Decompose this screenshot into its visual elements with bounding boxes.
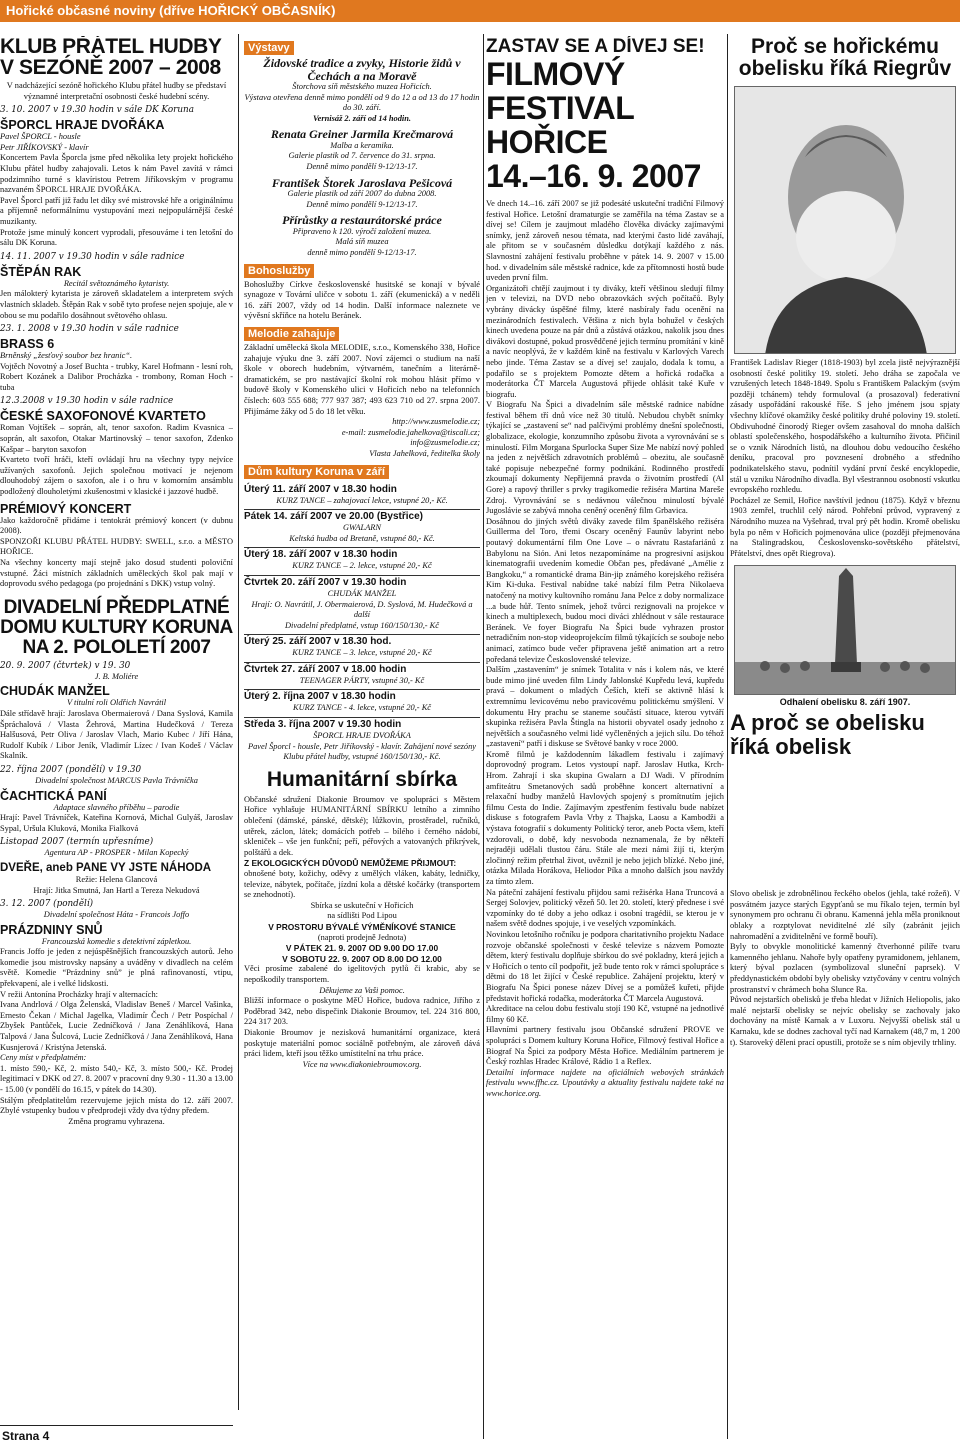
event-subtitle: Francouzská komedie s detektivní zápletkou.: [41, 936, 192, 946]
event-author: J. B. Moliére: [94, 671, 139, 681]
event-date: 23. 1. 2008 v 19.30 hodin v sále radnice: [0, 324, 179, 335]
event-text: SPONZOŘI KLUBU PŘÁTEL HUDBY: SWELL, s.r.o. a MĚSTO HOŘICE.: [0, 536, 233, 557]
column-divider: [727, 34, 728, 1439]
program-date: Pátek 14. září 2007 ve 20.00 (Bystřice): [244, 509, 480, 523]
event-subtitle: Brněnský „žesťový soubor bez hranic“.: [0, 351, 133, 361]
section-text: Základní umělecká škola MELODIE, s.r.o., Komenského 338, Hořice zahajuje výuku dne 3. září 2007. Noví zájemci o studium na naší škole v oborech hudebním, výtvarném, tanečním a literárně-dramatickém, se pro nastávající školní rok mohou hlásit přímo v budově školy v Komenského ulici v Hořicích nebo na telefonních číslech: 603 555 688; 777 937 387; 493 623 710 od 27. srpna 2007. Přijímáme žáky od 5 do 18 let věku.: [244, 343, 480, 416]
exhibition-text: Malá síň muzea: [335, 237, 389, 247]
portrait-image-icon: [735, 87, 956, 354]
event-subtitle: Divadelní společnost Háta - Francois Joffo: [43, 910, 190, 920]
program-text: Pavel Šporcl - housle, Petr Jiříkovský - klavír. Zahájení nové sezóny Klubu přátel hudby, vstupné 160/150/130,- Kč.: [247, 741, 477, 762]
event-title: ŠPORCL HRAJE DVOŘÁKA: [0, 118, 165, 133]
program-text: Hrají: O. Navrátil, J. Obermaierová, D. Syslová, M. Hudečková a další: [251, 599, 473, 620]
article-title: KLUB PŘÁTEL HUDBY V SEZÓNĚ 2007 – 2008: [0, 36, 222, 79]
article-intro: V nadcházející sezóně hořického Klubu přátel hudby se představí významné interpretační osobnosti české hudební scény.: [6, 81, 227, 101]
article-title: A proč se obelisku říká obelisk: [730, 710, 925, 760]
exhibition-text: Denně mimo pondělí 9-12/13-17.: [306, 199, 418, 209]
article-text: Detailní informace najdete na oficiálních webových stránkách festivalu www.ffhc.cz. Upoutávky a aktuality festivalu najdete také na www.horice.org.: [486, 1067, 724, 1098]
event-cast: Pavel ŠPORCL - housle: [0, 132, 81, 142]
exhibition-title: Přírůstky a restaurátorské práce: [282, 213, 442, 228]
event-title: ČACHTICKÁ PANÍ: [0, 788, 107, 803]
article-text: Občanské sdružení Diakonie Broumov ve spolupráci s Městem Hořice vyhlašuje HUMANITÁRNÍ SBÍRKU letního a zimního oblečení (dámské, pánské, dětské); lůžkovin, prostěradel, ručníků, utěrek, záclon, látek; domácích potřeb – bílého i černého nádobí, skleniček – vše jen funkční; peří, péřových a vatovaných přikrývek, polštářů a dek.: [244, 794, 480, 857]
article-text: Byly to obvykle monolitické kamenný čtverhonné pilíře tvaru kamenného jehlanu. Nahoře byly opatřeny pyramidonem, jehlanem, který býval pozlacen (symbolizoval sluneční paprsek). V předdynastickém období byly obelisky vztyčovány v centru volných prostranství v chrámech boha Slunce Ra.: [730, 942, 960, 994]
exhibition-title: Renata Greiner Jarmila Krečmarová: [270, 127, 454, 142]
exhibition-text: Vernisáž 2. září od 14 hodin.: [313, 113, 411, 123]
program-text: KURZ TANCE – 2. lekce, vstupné 20,- Kč: [292, 561, 432, 571]
event-text: Změna programu vyhrazena.: [68, 1116, 165, 1126]
event-text: 1. místo 590,- Kč, 2. místo 540,- Kč, 3. místo 500,- Kč. Prodej legitimací v DKK od 27. 8. 2007 v pracovní dny 9.30 - 11.30 a 13.00 - 15.00 (v pondělí do 16.15, v pátek do 14.30).: [0, 1063, 233, 1094]
section-label: Výstavy: [244, 41, 294, 55]
event-title: ŠTĚPÁN RAK: [0, 264, 82, 279]
portrait-caption: František Ladislav Rieger (1818-1903) byl zcela jistě nejvýraznější osobností české politiky 19. století. Jeho dráha se započala ve vzrušených letech 1848-1849. Spolu s Františkem Palackým (svým později tchánem) tehdy formuloval (a prosazoval) federativní zásady uspořádání rakouské říše. S jeho jménem jsou spjaty všechny klíčové okamžiky české politiky druhé poloviny 19. století. Obdivuhodné činorodý Rieger ovšem zasahoval do mnoha dalších oblastí společenského, hospodářského a kulturního života. Přičinil se o vznik Národních listů, na dlouhou dobu vedoucího českého deníku, pracoval pro povznesení drobného a středního podnikatelského stavu, podnítil vydání první české encyklopedie, stál u vzniku Národního divadla. Byl všestrannou osobností vskutku evropského rozhledu.: [730, 358, 960, 495]
article-text: Na páteční zahájení festivalu přijdou sami režisérka Hana Truncová a Sergej Solovjev, politický vězeň 50. let 20. století, který přednese i své vzpomínky do té doby a jeho odkaz i osobní tragédii, se kterou je v našem světě dodnes spojuje, i ve veselých vzpomínkách.: [486, 887, 724, 929]
festival-title-line2: FESTIVAL HOŘICE: [486, 90, 634, 160]
event-text: Pavel Šporcl patří již řadu let díky své mistrovské hře a originálnímu a příjemně neformálnímu vystupování mezi nejpopulárnější české muzikanty.: [0, 195, 233, 226]
program-date: Čtvrtek 27. září 2007 v 18.00 hodin: [244, 662, 480, 676]
article-text: Děkujeme za Vaši pomoc.: [319, 985, 405, 995]
article-title: Humanitární sbírka: [266, 767, 458, 791]
exhibition-text: Galerie plastik od 7. července do 31. srpna.: [288, 151, 436, 161]
article-text: (naproti prodejně Jednota): [317, 932, 407, 942]
portrait-photo: [734, 86, 956, 354]
portrait-caption: Pocházel ze Semil, Hořice navštívil jednou (1875). Když v březnu 1903 zemřel, truchlil celý národ. Pohřební průvod, vypravený z Národního muzea na Vyšehrad, trval prý pět hodin. Kromě obelisku byla po něm v Hořicích pojmenována ulice (později přejmenována na Stalingradskou, Československo-sovětského přátelství, Přátelství, dnes opět Riegrova).: [730, 495, 960, 558]
exhibition-text: Galerie plastik od září 2007 do dubna 2008.: [287, 189, 437, 199]
exhibition-text: Malba a keramika.: [330, 140, 394, 150]
article-text: Slovo obelisk je zdrobnělinou řeckého obelos (jehla, také rožeň). V posvátném jazyce starých Egypťanů se mu říkalo tejen, termín byl synonymem pro ochranu či obranu. Kamenná jehla měla proniknout oblaky a rozptylovat neviditelné zlé síly (zabránit jejich nahromadění a zviditelnění ve formě bouří).: [730, 889, 960, 941]
exhibition-title: Židovské tradice a zvyky, Historie židů v Čechách a na Moravě: [263, 56, 461, 83]
program-text: Keltská hudba od Bretaně, vstupné 80,- Kč.: [289, 533, 435, 543]
event-date: 22. října 2007 (pondělí) v 19.30: [0, 764, 142, 775]
event-text: Stálým předplatitelům rezervujeme jejich místa do 12. září 2007. Zbylé vstupenky budou v předprodeji vždy dva týdny předem.: [0, 1095, 233, 1116]
event-date: 3. 10. 2007 v 19.30 hodin v sále DK Koruna: [0, 105, 194, 116]
website-link[interactable]: http://www.zusmelodie.cz;: [392, 417, 480, 427]
exhibition-text: Denně mimo pondělí 9-12/13-17.: [306, 162, 418, 172]
program-text: GWALARN: [342, 523, 382, 533]
article-text: Sbírka se uskuteční v Hořicích: [310, 900, 414, 910]
event-subtitle: Agentura AP - PROSPER - Milan Kopecký: [44, 848, 189, 858]
program-text: TEENAGER PÁRTY, vstupné 30,- Kč: [299, 675, 425, 685]
exhibition-text: Připraveno k 120. výročí založení muzea.: [292, 226, 432, 236]
event-text: V režii Antonína Procházky hrají v alternacích:: [0, 989, 158, 999]
email-link[interactable]: e-mail: zusmelodie.jahelkova@tiscali.cz;: [341, 427, 480, 437]
newspaper-title: Hořické občasné noviny (dříve HOŘICKÝ OBČASNÍK): [6, 3, 336, 18]
event-text: Režie: Helena Glancová: [75, 874, 158, 884]
event-text: Dále střídavě hrají: Jaroslava Obermaierová / Dana Syslová, Kamila Špráchalová / Vlasta Žehrová, Martina Hudečková / Tereza Halšusová, Petr Oliva / Jaroslav Vlach, Mario Kubec / Jiří Hána, Rudolf Kubík / Libor Jeník, Vladimír Lízec / Ivan Kodeš / Václav Skalník.: [0, 708, 233, 761]
event-subtitle: Recitál světoznámého kytaristy.: [63, 278, 170, 288]
event-text: Francis Joffo je jeden z nejúspěšnějších francouzských autorů. Jeho komedie jsou mistrovsky napsány a uváděny v divadlech na celém světě. Komedie “Prázdniny snů” je plná rafinovaností, vtipu, překvapení, ale i velké lidskosti.: [0, 947, 233, 989]
event-title: DVEŘE, aneb PANE VY JSTE NÁHODA: [0, 861, 212, 874]
article-text: obnošené boty, kožichy, oděvy z umělých vláken, kabáty, ledničky, televize, nábytek, počítače, jízdní kola a dětské kočárky (transportem se znehodnotí).: [244, 869, 480, 900]
event-text: Vojtěch Novotný a Josef Buchta - trubky, Karel Hofmann - lesní roh, Robert Kozánek a Dalibor Procházka - trombony, Roman Hoch - tuba: [0, 361, 233, 392]
event-subtitle: V titulní roli Oldřich Navrátil: [66, 698, 167, 708]
program-date: Čtvrtek 20. září 2007 v 19.30 hodin: [244, 575, 480, 589]
event-text: Ceny míst v předplatném:: [0, 1053, 87, 1063]
column-vystavy: [244, 36, 480, 1412]
exhibition-text: Štorchova síň městského muzea Hořicích.: [292, 82, 432, 91]
event-cast: Petr JIŘÍKOVSKÝ - klavír: [0, 142, 89, 152]
program-text: Divadelní předplatné, vstup 160/150/130,- Kč: [285, 620, 439, 630]
section-text: Bohoslužby Církve československé husitské se konají v bývalé synagoze v Tovární uličce v sobotu 1. září (ekumenická) a v neděli 16. září 2007, vždy od 14 hodin. Další informace naleznete ve vývěsní skříňce na hotelu Beránek.: [244, 279, 480, 321]
column-filmovy-festival: [486, 36, 724, 1441]
event-title: PRÁZDNINY SNŮ: [0, 922, 103, 937]
event-text: Ivana Andrlová / Olga Želenská, Vladislav Beneš / Marcel Vašinka, Ernesto Čekan / Michal Jagelka, Vladimír Čech / Petr Pospíchal / Zbyšek Pantůček, Lucie Zedníčková / Jana Zenáhlíková, Hana Talpová / Jana Šulcová, Lucie Zedníčková / Jana Zenáhlíková, Hana Kusnjerová / Kristýna Jetenská.: [0, 1000, 233, 1052]
section-label: Melodie zahajuje: [244, 327, 339, 341]
article-text: Hlavními partnery festivalu jsou Občanské sdružení PROVE ve spolupráci s Domem kultury Koruna Hořice, Filmový festival Hořice a Biograf Na Špici za podpory Města Hořice. Mediálním partnerem je Český rozhlas Hradec Králové, Rádio 1 a Reflex.: [486, 1025, 724, 1067]
article-text: Organizátoři chtějí zaujmout i ty diváky, kteří většinou sledují filmy jen v televizi, na DVD nebo obrazovkách svých počítačů. Byly vybrány divácky úspěšné filmy, které nasbíraly řadu ocenění na mezinárodních festivalech. Většina z nich byla bohužel v českých kinech uvedena pouze na pár dnů a zůstává otázkou, nakolik jsou dnes divákovi dostupné, pokud prosvědčené jejich termínu promítání v kině a navíc neoplývá, že v každém kině na festivalu v Karlových Varech nebo jinde. Téma Zastav se a dívej se! zaujalo, dodala k tomu, a podařilo se s projektem Pomozte dětem a hořická rodačka a moderátorka ČT Marcela Augustová přijede ohlásit také Kuře v biografu.: [486, 283, 724, 399]
event-date: 12.3.2008 v 19.30 hodin v sále radnice: [0, 396, 174, 407]
article-heading: Z EKOLOGICKÝCH DŮVODŮ NEMŮŽEME PŘIJMOUT:: [244, 858, 457, 869]
event-subtitle: Divadelní společnost MARCUS Pavla Trávníčka: [35, 775, 198, 785]
section-label: Dům kultury Koruna v září: [244, 465, 389, 479]
program-date: Středa 3. října 2007 v 19.30 hodin: [244, 717, 480, 731]
event-date: Listopad 2007 (termín upřesníme): [0, 837, 154, 848]
program-text: KURZ TANCE – zahajovací lekce, vstupné 20,- Kč.: [276, 495, 448, 505]
program-date: Úterý 11. září 2007 v 18.30 hodin: [244, 483, 397, 495]
festival-motto: ZASTAV SE A DÍVEJ SE!: [486, 36, 705, 57]
article-text: na sídlišti Pod Lipou: [327, 911, 397, 921]
article-text: Bližší informace o poskytne MěÚ Hořice, budova radnice, Jiřího z Poděbrad 342, nebo dispečink Diakonie Broumov, tel. 224 316 800, 224 317 203.: [244, 996, 480, 1027]
event-title: CHUDÁK MANŽEL: [0, 684, 110, 699]
event-text: Roman Vojtíšek – soprán, alt, tenor saxofon. Radim Kvasnica – soprán, alt saxofon, Otakar Martinovský – tenor saxofon, Zdenko Kašpar – baryton saxofon: [0, 423, 233, 454]
event-title: BRASS 6: [0, 337, 55, 352]
section-title: DIVADELNÍ PŘEDPLATNÉ DOMU KULTURY KORUNA NA 2. POLOLETÍ 2007: [0, 596, 233, 658]
article-text: Akreditace na celou dobu festivalu stojí 190 Kč, vstupné na jednotlivé filmy 60 Kč.: [486, 1004, 724, 1024]
page-number: Strana 4: [0, 1425, 233, 1445]
program-text: CHUDÁK MANŽEL: [327, 588, 397, 598]
article-text: Dosáhnou do jiných světů diváky zavede film španělského režiséra Guillerma del Toro, třemi Oscary oceněný Faunův labyrint nebo poutavý dokumentární film One Love – o návratu Rastafariánů z Babylonu na Sión. Ani letos nezapomínáme na progresivní asijskou kinematografii uvedením komedie Občan pes, předávané „Amélie z Bangkoku,“ a romantické drama Bin-jip známého korejského režiséra Kim Ki-duka. Festival nabídne také nabízí film Petra Nikolaeva natočený na motivy kultovního románu Jana Pelce z doby normalizace ...a bude hůř. Tento snímek, jehož tvůrci rezignovali na projekce v kinech a multiplexech, budou moci diváci zhlédnout v sále restaurace Beránek. Ve foyer Biografu Na Špici bude vyhrazen prostor netradičním non-stop videoprojekcím filmů týkajících se souboje nebo animací, zatímco bude večer připravena ještě animation art a retro poředaná televize Československé televize.: [486, 516, 724, 664]
event-text: Na všechny koncerty mají stejně jako dosud studenti poloviční vstupné. Žáci místních základních uměleckých škol pak mají v doprovodu svého pedagoga (po projednání s DKK) vstup volný.: [0, 558, 233, 589]
event-title: PRÉMIOVÝ KONCERT: [0, 501, 132, 516]
program-date: Úterý 2. října 2007 v 18.30 hodin: [244, 689, 480, 703]
article-heading: V PÁTEK 21. 9. 2007 OD 9.00 DO 17.00: [285, 943, 439, 954]
column-divider: [238, 34, 239, 1410]
event-date: 20. 9. 2007 (čtvrtek) v 19. 30: [0, 660, 131, 671]
event-date: 14. 11. 2007 v 19.30 hodin v sále radnice: [0, 251, 185, 262]
event-text: Hrají: Jitka Smutná, Jan Hartl a Tereza Nekudová: [33, 885, 200, 895]
signature: Vlasta Jahelková, ředitelka školy: [369, 448, 480, 458]
program-text: KURZ TANCE - 4. lekce, vstupné 20,- Kč: [292, 703, 431, 713]
exhibition-text: Výstava otevřena denně mimo pondělí od 9 do 12 a od 13 do 17 hodin do 30. září.: [244, 92, 480, 113]
article-text: V Biografu Na Špici a divadelním sále městské radnice nabídne festival během tří dnů více než 30 titulů. Nebudou chybět snímky týkající se „zastavení se“ nad palčivými problémy dnešní společnosti, globalizace, ekologie, konzumního způsobu života a vyrovnávání se s minulostí. Film Morgana Spurlocka Super Size Me nabízí nový pohled na jeden z největších zdravotních problémů – obezitu, ale současně také popisuje nebezpečné formy podnikání. Rodinného prostředí zkoumají dokumenty Nepřijemná pravda o životním prostředí (Al Gore) a rapový thriller s prvky tragikomedie režiséra Martina Mareše Zdroj. Vyrovnávání se s nedávnou válečnou minulostí bývalé Jugoslávie se zabývá mnoha ceněný oceněný film Grbavica.: [486, 400, 724, 516]
article-text: Věci prosíme zabalené do igelitových pytlů či krabic, aby se nepoškodily transportem.: [244, 964, 480, 984]
obelisk-image-icon: [735, 566, 956, 695]
event-title: ČESKÉ SAXOFONOVÉ KVARTETO: [0, 409, 206, 424]
article-title: Proč se hořickému obelisku říká Riegrův: [738, 36, 952, 80]
website-link[interactable]: Více na www.diakoniebroumov.org.: [302, 1059, 422, 1069]
article-text: Novinkou letošního ročníku je podpora charitativního projektu Nadace rozvoje občanské společnosti v české televize s názvem Pomozte dětem, který festivalu doplňuje sbírkou do své pokladny, která jejich a v Hořicích o tento cíl podpořit, jež bude tento rok v rámci spolupráce s dětmi do 18 let žijící v České republice. Zahájení projektu, který v Biografu Na Špici ponese název Dívej se a pomůžeš kuřeti, přijde představit hořická rodačka, moderátorka ČT Marcela Augustová.: [486, 929, 724, 1003]
page-header-bar: [0, 0, 960, 22]
event-text: Kvarteto tvoří hráči, kteří ovládají hru na všechny typy nejvíce užívaných saxofonů. Jejich společnou motivací je nejenom dlouhodobý zájem o saxofon, ale i o hru v komorním ansámblu podložený dlouholetými zkušenostmi v klasické i jazzové hudbě.: [0, 455, 233, 497]
article-heading: V SOBOTU 22. 9. 2007 OD 8.00 DO 12.00: [282, 953, 442, 964]
program-text: KURZ TANCE – 3. lekce, vstupné 20,- Kč: [292, 648, 432, 658]
article-text: Diakonie Broumov je nezisková humanitární organizace, která poskytuje materiální pomoc sociálně potřebným, ale zároveň dává práci lidem, kteří jsou těžko umístitelní na trhu práce.: [244, 1027, 480, 1059]
event-text: Hrají: Pavel Trávníček, Kateřina Kornová, Michal Gulyáš, Jaroslav Sypal, Uršula Kluková, Monika Fialková: [0, 813, 233, 833]
column-klub-pratel-hudby: [0, 36, 233, 1412]
exhibition-title: František Štorek Jaroslava Pešicová: [271, 175, 453, 190]
event-text: Jako každoročně přidáme i tentokrát prémiový koncert (v dubnu 2008).: [0, 515, 233, 536]
email-link[interactable]: info@zusmelodie.cz;: [410, 438, 480, 448]
exhibition-text: denně mimo pondělí 9-12/13-17.: [307, 248, 417, 258]
obelisk-photo: [734, 565, 956, 695]
article-text: Původ nejstarších obelisků je třeba hledat v Jižních Heliopolis, jako malé nejstarší obelisky se nejvíc obelisky se zachovaly jako dochovány na místě Karnak a v Luxoru. Nejvyšší obelisk stál u Karnaku, kde se dodnes zachoval tyčí nad Karnakem (48,7 m, 1 200 t). Staroveký děleni prací opustili, protože se s ním objevily trhliny.: [730, 995, 960, 1047]
section-label: Bohoslužby: [244, 264, 314, 278]
event-text: Koncertem Pavla Šporcla jsme před několika lety projekt hořického Klubu přátel hudby zahajovali. Letos k nám Pavel zavítá v rámci podzimního turné s klavíristou Petrem Jiříkovským v programu nazvaném ŠPORCL HRAJE DVOŘÁKA.: [0, 153, 233, 195]
article-text: Dalším „zastavením“ je snímek Totalita v nás i kolem nás, ve které bude mimo jiné uveden film Lindy Jablonské Kupředu levá, kupředu pravá – dokument o mladých Češích, kteří se aktivně hlásí k extremnímu levicovému nebo pravicovému politickému smýšlení. V dokumentu Hry prachu se staneme součástí situace, kterou vytváří skupinka režiséra Pavla Štingla na historii obyvatel osady jednoho z největších a současného velmi lidé vyčleněných a jejich sílu. Do téhož „zastavení“ patří i diskuse se Světové banky v roce 2000.: [486, 665, 724, 749]
column-riegruv-obelisk: [730, 36, 960, 1441]
program-date: Úterý 25. září 2007 v 18.30 hod.: [244, 634, 480, 648]
event-text: Protože jsme minulý koncert vyprodali, přesouváme i ten letošní do sálu DK Koruna.: [0, 227, 233, 248]
column-divider: [483, 34, 484, 1439]
event-date: 3. 12. 2007 (pondělí): [0, 899, 94, 910]
photo-caption: Odhalení obelisku 8. září 1907.: [779, 697, 911, 708]
festival-title-line1: FILMOVÝ: [486, 56, 625, 92]
festival-dates: 14.–16. 9. 2007: [486, 158, 701, 194]
article-text: Kromě filmů je každodenním lákadlem festivalu i zajímavý doprovodný program. Letos vystoupí např. Jaroslav Hutka, Krch-Hrom. Zahrají i ska skupina Gwalarn a DJ Wadi. V přírodním amfiteátru Smetanových sadů proběhne koncert alternativní a relaxační hudby manželů Havlových spojený s promítnutím jejich filmu Cesta do Indie. Zajímavým zpestřením festivalu bude nabízet diskuse s fotografem Pavla Vrby z Thajska, Laosu a Kambodži a výstava fotografií s dokumenty Politický teror, aneb Pocta všem, kteří vzdorovali, o době, kdy nesvoboda neznamenala, že by někteří nejraději udělali tlustou čáru. Stále ale mezi námi žijí ti, kterým zločinný režim přetrhal život, uvěznil je nebo jejich blízké. Nebo jiné, otázka Milada Horákova, Heliodor Píka a mnoho dalších jsou navždy za tímto zlem.: [486, 749, 724, 886]
program-date: Úterý 18. září 2007 v 18.30 hodin: [244, 547, 480, 561]
event-text: Jen málokterý kytarista je zároveň skladatelem a interpretem svých vlastních skladeb. Štěpán Rak v sobě tyto profese nejen spojuje, ale v obou se mu podařilo dosáhnout světového ohlasu.: [0, 289, 233, 320]
event-subtitle: Adaptace slavného příběhu – parodie: [53, 802, 180, 812]
article-text: Ve dnech 14.–16. září 2007 se již podesáté uskuteční tradiční Filmový festival Hořice. Letošní dramaturgie se zaměřila na téma Zastav se a dívej se! Cílem je zaujmout mladého člověka divácky zajímavými snímky, jenž zároveň nesou témata, nad kterými často lidé zaváhají, ale přitom se v současném důsledku dotýkají každého z nás. Slavnostní zahájení festivalu proběhne v pátek 14. 9. 2007 v 15.00 hod. v divadelním sále městské radnice, kde za přítomnosti hostů bude uveden první film.: [486, 199, 724, 283]
program-text: ŠPORCL HRAJE DVOŘÁKA: [313, 731, 411, 741]
article-heading: V PROSTORU BÝVALÉ VÝMĚNÍKOVÉ STANICE: [268, 921, 456, 932]
